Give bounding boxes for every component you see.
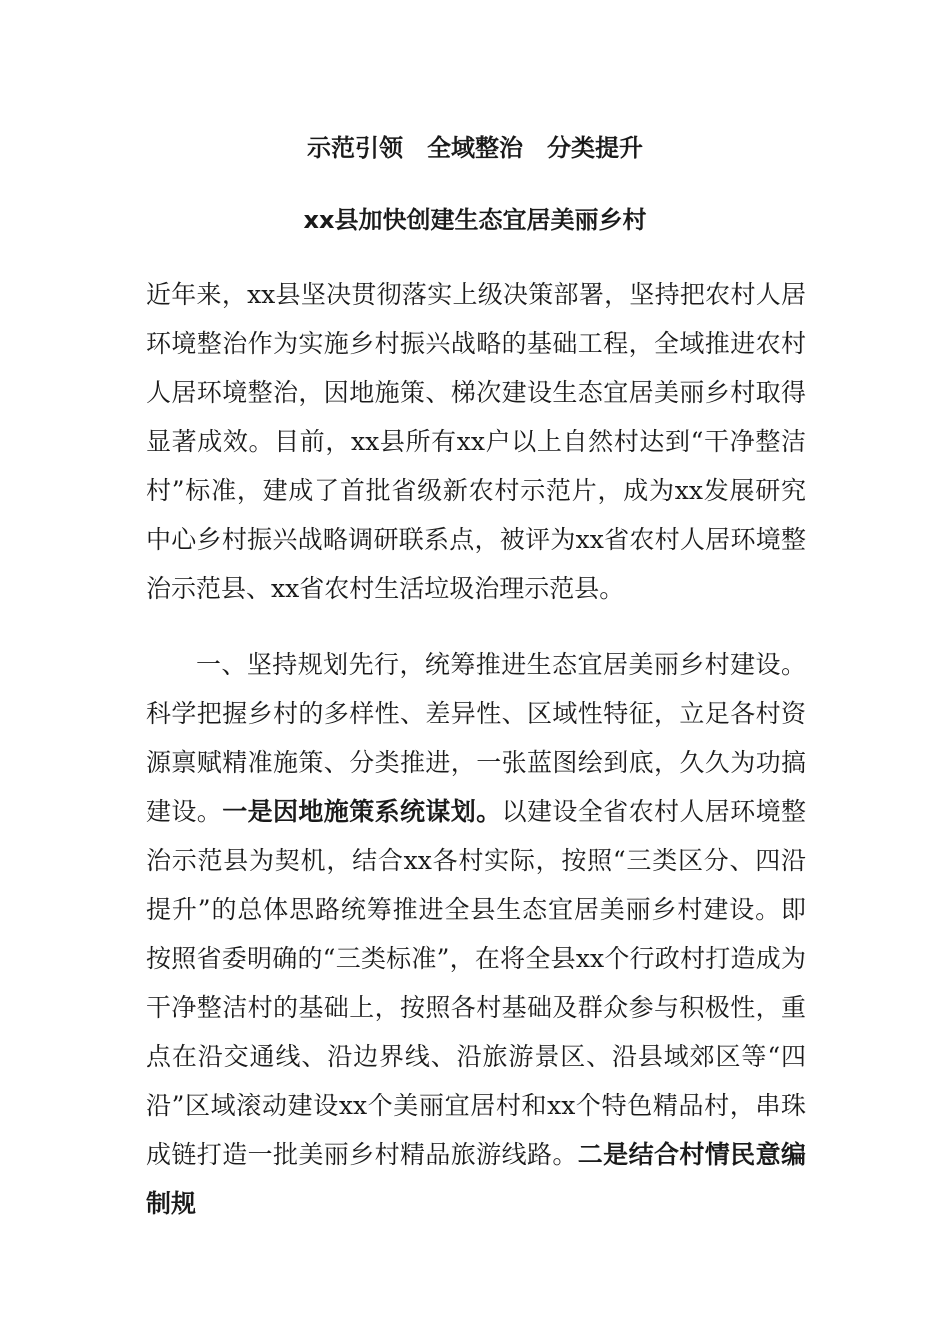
bold-point-one: 一是因地施策系统谋划。 (222, 797, 502, 826)
document-title-line1: 示范引领 全域整治 分类提升 (307, 134, 643, 162)
paragraph-section-one (146, 640, 806, 1228)
bold-point-two: 二是结合村情民意编制规 (146, 1140, 806, 1218)
document-title-line2: xx县加快创建生态宜居美丽乡村 (303, 206, 647, 234)
paragraph-intro: 近年来，xx县坚决贯彻落实上级决策部署，坚持把农村人居环境整治作为实施乡村振兴战略的基础工程，全域推进农村人居环境整治，因地施策、梯次建设生态宜居美丽乡村取得显著成效。目前，xx县所有xx户以上自然村达到“干净整洁村”标准，建成了首批省级新农村示范片，成为xx发展研究中心乡村振兴战略调研联系点，被评为xx省农村人居环境整治示范县、xx省农村生活垃圾治理示范县。 (146, 280, 806, 603)
section-one-intro-text: 一、坚持规划先行，统筹推进生态宜居美丽乡村建设。科学把握乡村的多样性、差异性、区域性特征，立足各村资源禀赋精准施策、分类推进，一张蓝图绘到底，久久为功搞建设。 (146, 650, 806, 826)
point-one-text: 以建设全省农村人居环境整治示范县为契机，结合xx各村实际，按照“三类区分、四沿提升”的总体思路统筹推进全县生态宜居美丽乡村建设。即按照省委明确的“三类标准”，在将全县xx个行政村打造成为干净整洁村的基础上，按照各村基础及群众参与积极性，重点在沿交通线、沿边界线、沿旅游景区、沿县域郊区等“四沿”区域滚动建设xx个美丽宜居村和xx个特色精品村，串珠成链打造一批美丽乡村精品旅游线路。 (146, 797, 806, 1169)
